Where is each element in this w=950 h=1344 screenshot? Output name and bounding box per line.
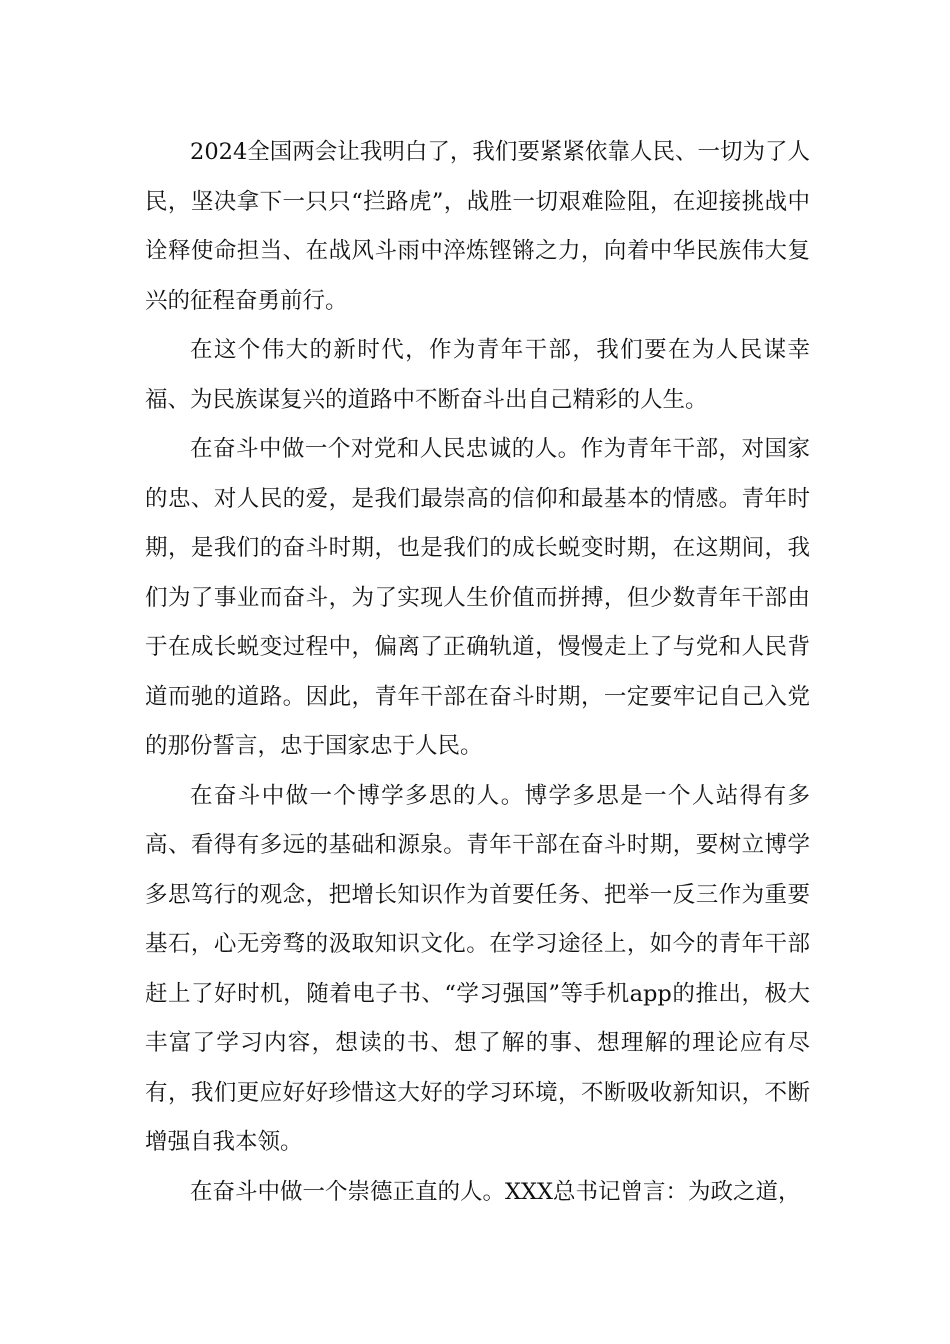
- paragraph-3: 在奋斗中做一个对党和人民忠诚的人。作为青年干部，对国家的忠、对人民的爱，是我们最崇高的信仰和最基本的情感。青年时期，是我们的奋斗时期，也是我们的成长蜕变时期，在这期间，我们为了事业而奋斗，为了实现人生价值而拼搏，但少数青年干部由于在成长蜕变过程中，偏离了正确轨道，慢慢走上了与党和人民背道而驰的道路。因此，青年干部在奋斗时期，一定要牢记自己入党的那份誓言，忠于国家忠于人民。: [145, 436, 810, 759]
- paragraph-2: 在这个伟大的新时代，作为青年干部，我们要在为人民谋幸福、为民族谋复兴的道路中不断奋斗出自己精彩的人生。: [145, 337, 810, 413]
- paragraph-4: 在奋斗中做一个博学多思的人。博学多思是一个人站得有多高、看得有多远的基础和源泉。青年干部在奋斗时期，要树立博学多思笃行的观念，把增长知识作为首要任务、把举一反三作为重要基石，心无旁骛的汲取知识文化。在学习途径上，如今的青年干部赶上了好时机，随着电子书、“学习强国”等手机app的推出，极大丰富了学习内容，想读的书、想了解的事、想理解的理论应有尽有，我们更应好好珍惜这大好的学习环境，不断吸收新知识，不断增强自我本领。: [145, 782, 810, 1155]
- paragraph-5: 在奋斗中做一个崇德正直的人。XXX总书记曾言：为政之道，: [190, 1178, 801, 1205]
- document-body: [145, 128, 810, 1217]
- paragraph-1: 2024全国两会让我明白了，我们要紧紧依靠人民、一切为了人民，坚决拿下一只只“拦路虎”，战胜一切艰难险阻，在迎接挑战中诠释使命担当、在战风斗雨中淬炼铿锵之力，向着中华民族伟大复兴的征程奋勇前行。: [145, 139, 810, 314]
